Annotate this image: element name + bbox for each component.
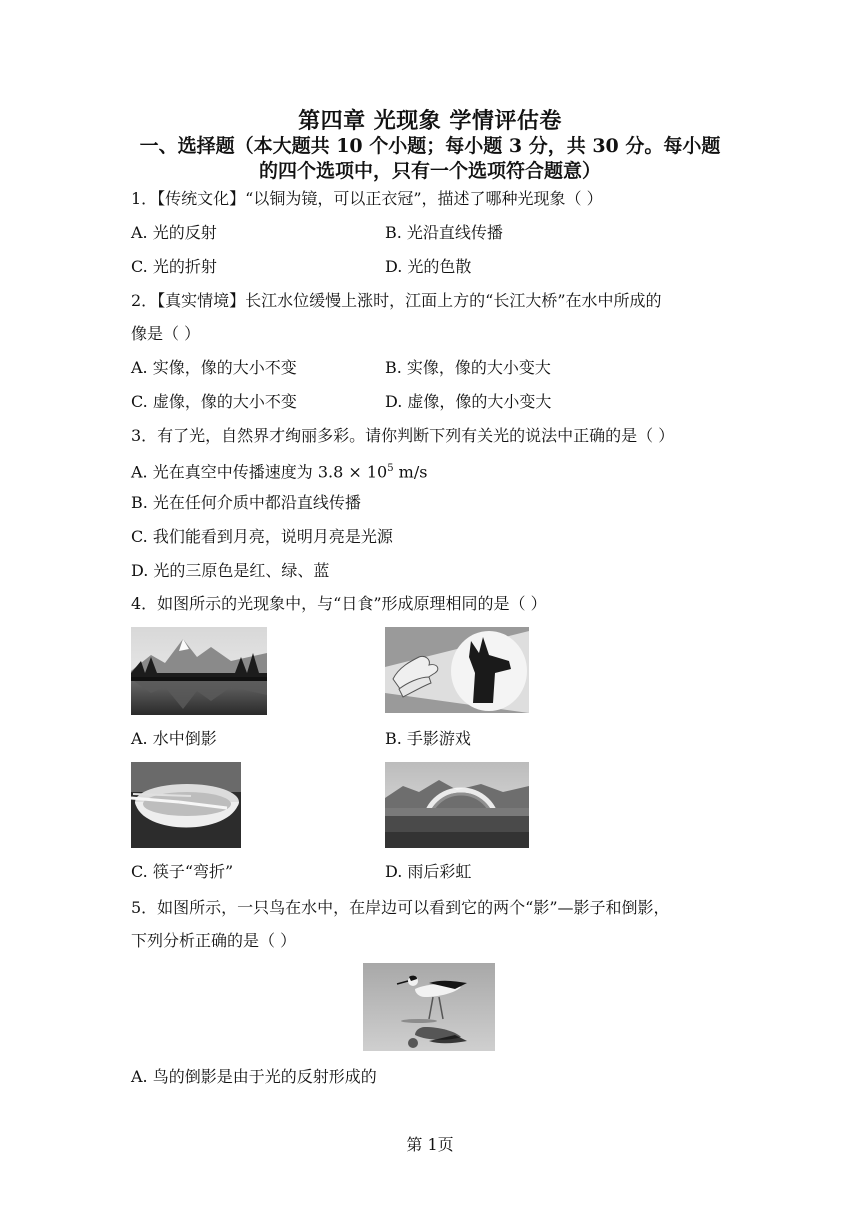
page-number: 第 1页 [406, 1135, 454, 1154]
q1-option-b: B. 光沿直线传播 [385, 223, 503, 242]
q5-stem-line2: 下列分析正确的是（ ） [131, 931, 297, 950]
q1-option-c: C. 光的折射 [131, 257, 217, 276]
rainbow-image [385, 762, 529, 848]
q4-option-a: A. 水中倒影 [131, 729, 217, 748]
q1-option-d: D. 光的色散 [385, 257, 472, 276]
q3-option-a [131, 458, 427, 483]
page-title: 第四章 光现象 学情评估卷 [298, 108, 562, 134]
q5-option-a: A. 鸟的倒影是由于光的反射形成的 [131, 1067, 377, 1086]
q4-option-b: B. 手影游戏 [385, 729, 471, 748]
q4-option-d: D. 雨后彩虹 [385, 862, 472, 881]
q3-option-c: C. 我们能看到月亮，说明月亮是光源 [131, 527, 393, 546]
q3-option-a-exponent: 5 [387, 463, 394, 474]
q2-option-d: D. 虚像，像的大小变大 [385, 392, 552, 411]
q3-stem: 3．有了光，自然界才绚丽多彩。请你判断下列有关光的说法中正确的是（ ） [131, 426, 675, 445]
q2-option-b: B. 实像，像的大小变大 [385, 358, 551, 377]
q2-stem-line1: 2．【真实情境】长江水位缓慢上涨时，江面上方的“长江大桥”在水中所成的 [131, 291, 662, 310]
q3-option-a-unit: m/s [393, 462, 428, 482]
q4-stem: 4．如图所示的光现象中，与“日食”形成原理相同的是（ ） [131, 594, 547, 613]
q3-option-d: D. 光的三原色是红、绿、蓝 [131, 561, 330, 580]
hand-shadow-image [385, 627, 529, 713]
section-heading-line2: 的四个选项中，只有一个选项符合题意） [258, 160, 601, 182]
q2-option-c: C. 虚像，像的大小不变 [131, 392, 297, 411]
q2-option-a: A. 实像，像的大小不变 [131, 358, 297, 377]
q1-option-a: A. 光的反射 [131, 223, 217, 242]
section-heading-line1: 一、选择题（本大题共 10 个小题；每小题 3 分，共 30 分。每小题 [139, 135, 721, 157]
q2-stem-line2: 像是（ ） [131, 324, 201, 343]
section-heading [120, 134, 740, 184]
q4-option-c: C. 筷子“弯折” [131, 862, 234, 881]
bent-chopsticks-image [131, 762, 241, 848]
q1-stem: 1．【传统文化】“以铜为镜，可以正衣冠”，描述了哪种光现象（ ） [131, 189, 603, 208]
q3-option-b: B. 光在任何介质中都沿直线传播 [131, 493, 361, 512]
bird-reflection-image [363, 963, 495, 1051]
reflection-lake-image [131, 627, 267, 715]
q5-stem-line1: 5．如图所示，一只鸟在水中，在岸边可以看到它的两个“影”—影子和倒影， [131, 898, 670, 917]
q3-option-a-text: A. 光在真空中传播速度为 3.8 × 10 [131, 462, 388, 482]
